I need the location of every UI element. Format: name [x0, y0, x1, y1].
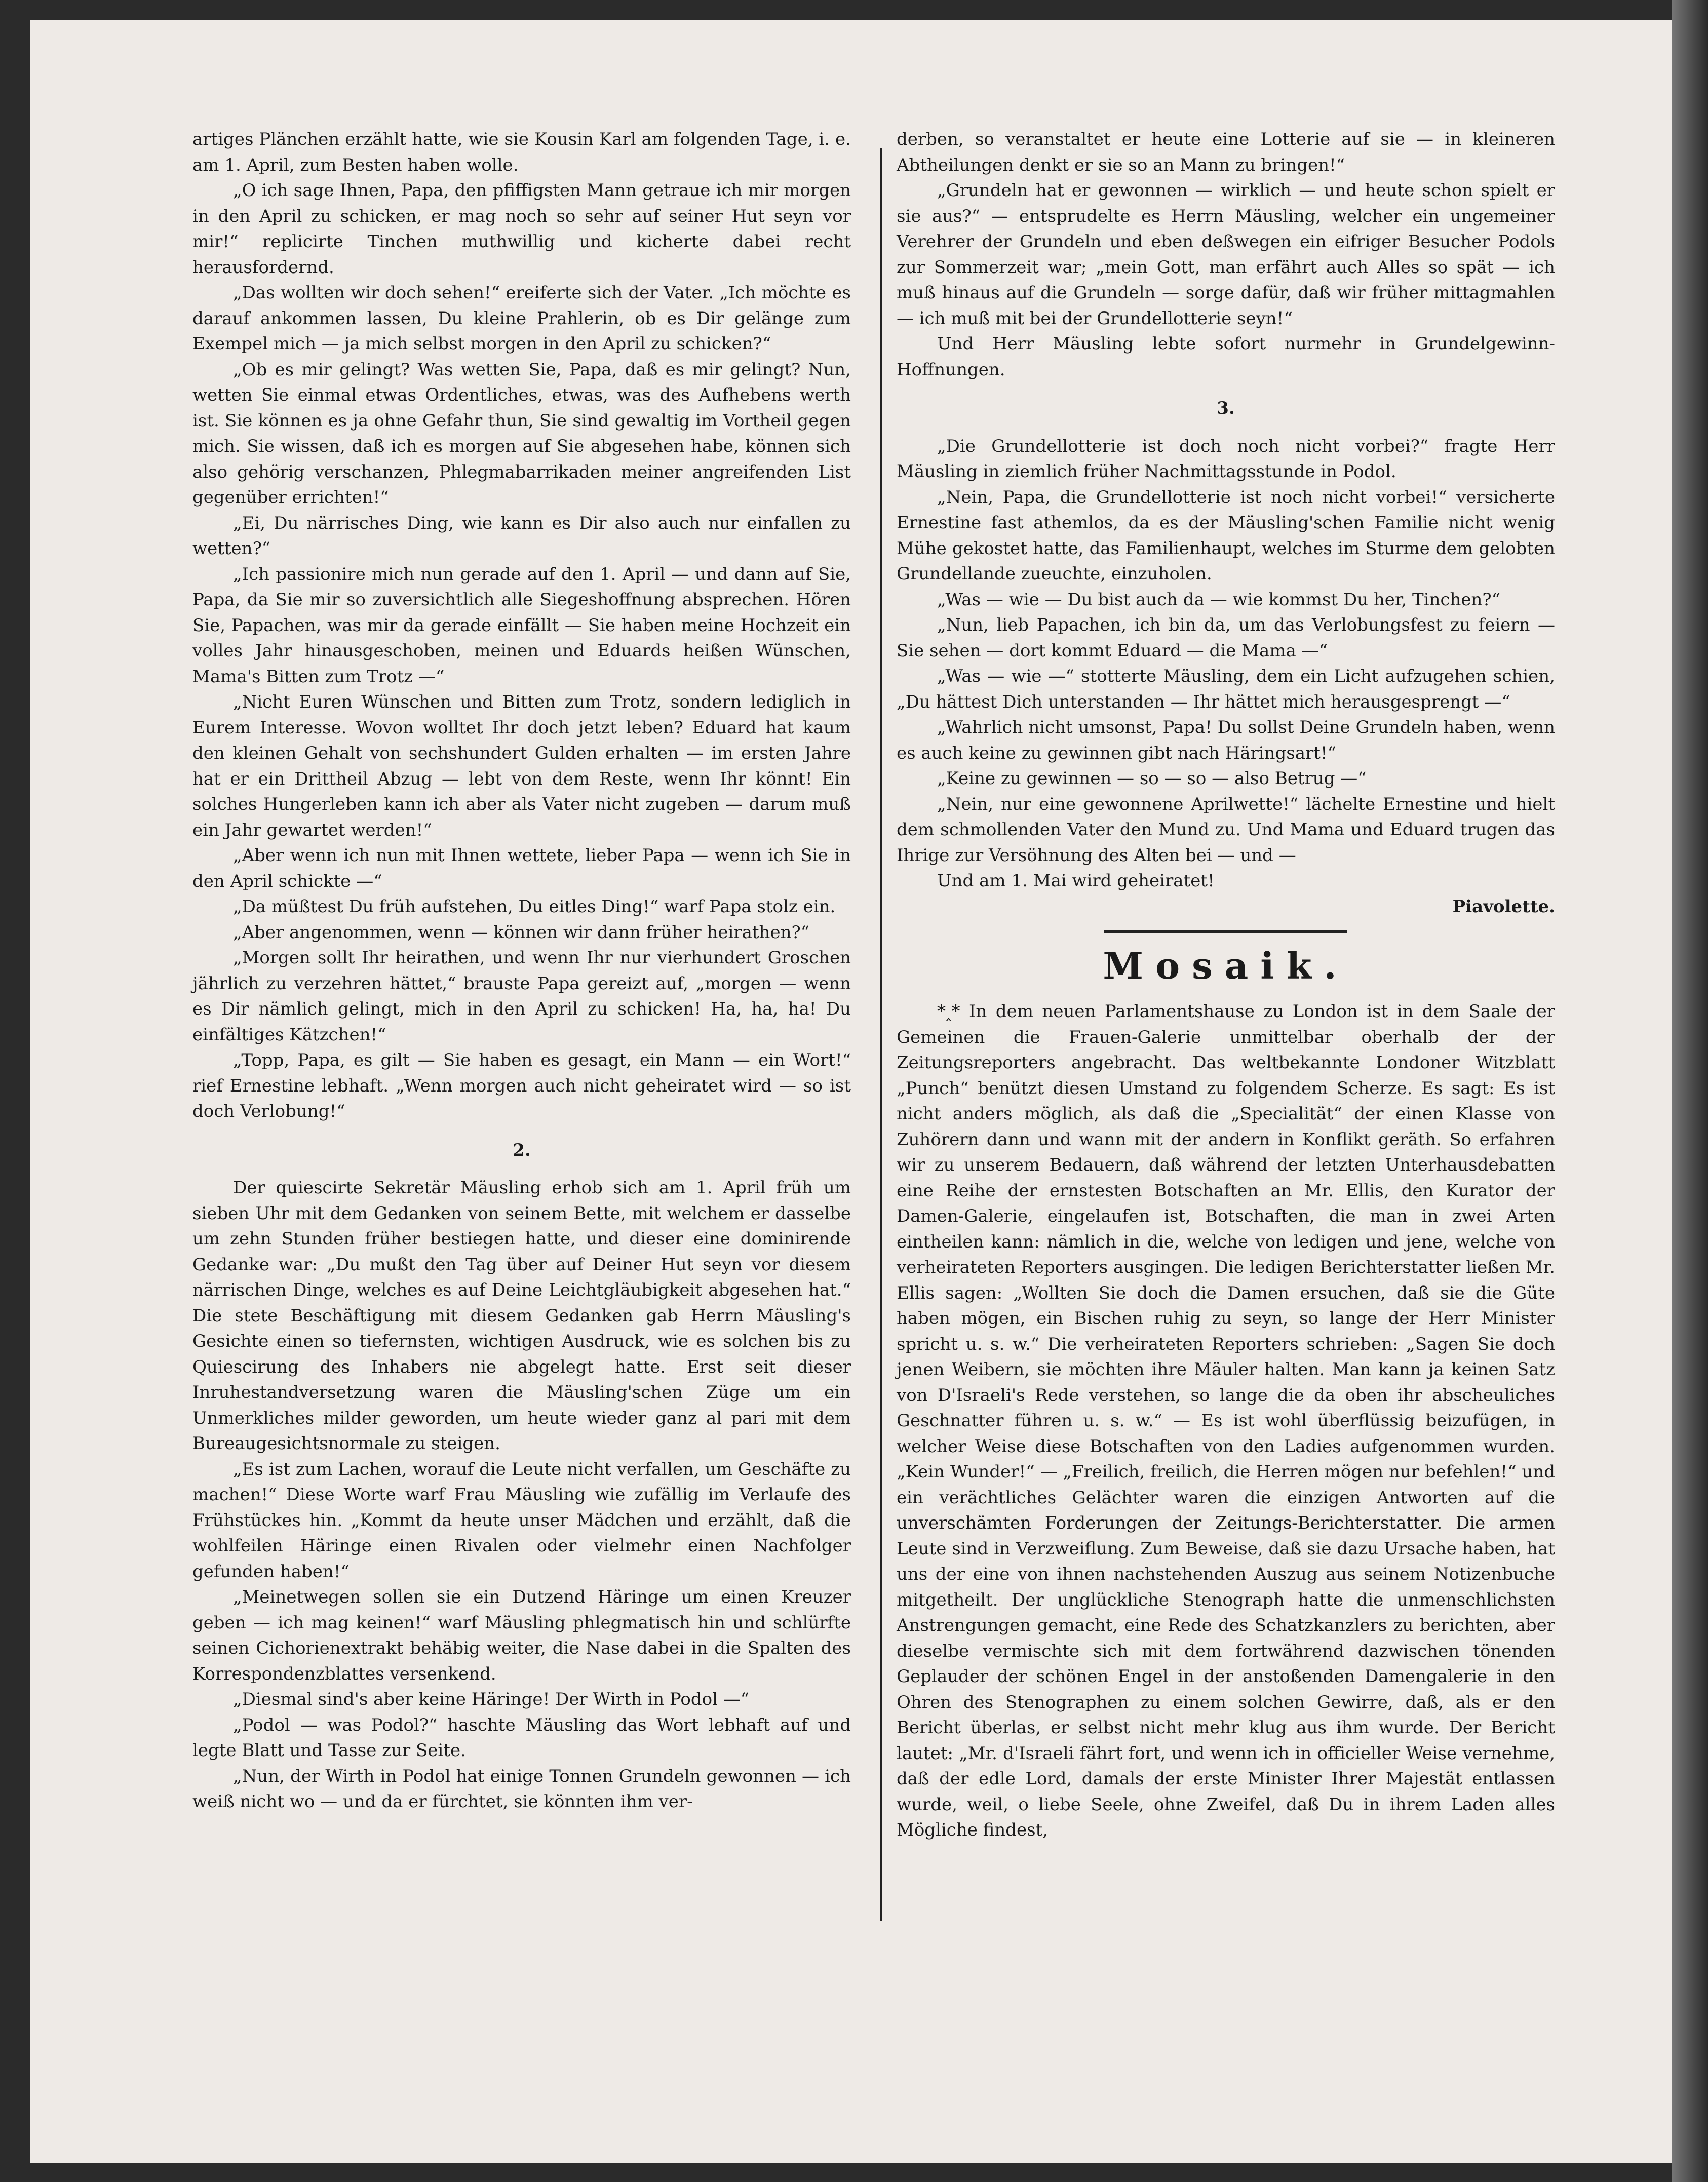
paragraph: artiges Plänchen erzählt hatte, wie sie Kousin Karl am folgenden Tage, i. e. am 1. April, zum Besten haben wolle.: [192, 129, 851, 175]
paragraph: „Nein, nur eine gewonnene Aprilwette!“ lächelte Ernestine und hielt dem schmollenden Vater den Mund zu. Und Mama und Eduard trugen das Ihrige zur Versöhnung des Alten bei — und —: [897, 794, 1555, 866]
paragraph: „Es ist zum Lachen, worauf die Leute nicht verfallen, um Geschäfte zu machen!“ Diese Worte warf Frau Mäusling wie zufällig im Verlaufe des Frühstückes hin. „Kommt da heute unser Mädchen und erzählt, daß die wohlfeilen Häringe einen Rivalen oder vielmehr einen Nachfolger gefunden haben!“: [192, 1459, 851, 1582]
paragraph: „Podol — was Podol?“ haschte Mäusling das Wort lebhaft auf und legte Blatt und Tasse zur Seite.: [192, 1715, 851, 1761]
paragraph: *‸* In dem neuen Parlamentshause zu London ist in dem Saale der Gemeinen die Frauen-Galerie unmittelbar oberhalb der der Zeitungsreporters angebracht. Das weltbekannte Londoner Witzblatt „Punch“ benützt diesen Umstand zu folgendem Scherze. Es sagt: Es ist nicht anders möglich, als daß die „Specialität“ der einen Klasse von Zuhörern dann und wann mit der andern in Konflikt geräth. So erfahren wir zu unserem Bedauern, daß während der letzten Unterhausdebatten eine Reihe der ernstesten Botschaften an Mr. Ellis, den Kurator der Damen-Galerie, eingelaufen ist, Botschaften, die man in zwei Arten eintheilen kann: nämlich in die, welche von ledigen und jene, welche von verheirateten Reporters ausgingen. Die ledigen Berichterstatter ließen Mr. Ellis sagen: „Wollten Sie doch die Damen ersuchen, daß sie die Güte haben mögen, ein Bischen ruhig zu seyn, so lange der Herr Minister spricht u. s. w.“ Die verheirateten Reporters schrieben: „Sagen Sie doch jenen Weibern, sie möchten ihre Mäuler halten. Man kann ja keinen Satz von D'Israeli's Rede verstehen, so lange die da oben ihr abscheuliches Geschnatter führen u. s. w.“ — Es ist wohl überflüssig beizufügen, in welcher Weise diese Botschaften von den Ladies aufgenommen wurden. „Kein Wunder!“ — „Freilich, freilich, die Herren mögen nur befehlen!“ und ein verächtliches Gelächter waren die einzigen Antworten auf die unverschämten Forderungen der Zeitungs-Berichterstatter. Die armen Leute sind in Verzweiflung. Zum Beweise, daß sie dazu Ursache haben, hat uns der eine von ihnen nachstehenden Auszug aus seinem Notizenbuche mitgetheilt. Der unglückliche Stenograph hatte die unmenschlichsten Anstrengungen gemacht, eine Rede des Schatzkanzlers zu berichten, aber dieselbe vermischte sich mit dem fortwährend dazwischen tönenden Geplauder der schönen Engel in der anstoßenden Damengalerie in den Ohren des Stenographen zu einem solchen Gewirre, daß, als er den Bericht überlas, er selbst nicht mehr klug aus ihm wurde. Der Bericht lautet: „Mr. d'Israeli fährt fort, und wenn ich in officieller Weise vernehme, daß der edle Lord, damals der erste Minister Ihrer Majestät entlassen wurde, weil, o liebe Seele, ohne Zweifel, daß Du in ihrem Laden alles Mögliche findest,: [897, 1001, 1555, 1840]
paragraph: „O ich sage Ihnen, Papa, den pfiffigsten Mann getraue ich mir morgen in den April zu schicken, er mag noch so sehr auf seiner Hut seyn vor mir!“ replicirte Tinchen muthwillig und kicherte dabei recht herausfordernd.: [192, 180, 851, 278]
paragraph: „Meinetwegen sollen sie ein Dutzend Häringe um einen Kreuzer geben — ich mag keinen!“ warf Mäusling phlegmatisch hin und schlürfte seinen Cichorienextrakt behäbig weiter, die Nase dabei in die Spalten des Korrespondenzblattes versenkend.: [192, 1587, 851, 1684]
paragraph: „Ei, Du närrisches Ding, wie kann es Dir also auch nur einfallen zu wetten?“: [192, 513, 851, 559]
paragraph: „Nein, Papa, die Grundellotterie ist noch nicht vorbei!“ versicherte Ernestine fast athemlos, da es der Mäusling'schen Familie nicht wenig Mühe gekostet hatte, das Familienhaupt, welches im Sturme dem gelobten Grundellande zueuchte, einzuholen.: [897, 487, 1555, 584]
paragraph: „Nun, lieb Papachen, ich bin da, um das Verlobungsfest zu feiern — Sie sehen — dort kommt Eduard — die Mama —“: [897, 615, 1555, 661]
paragraph: „Das wollten wir doch sehen!“ ereiferte sich der Vater. „Ich möchte es darauf ankommen lassen, Du kleine Prahlerin, ob es Dir gelänge zum Exempel mich — ja mich selbst morgen in den April zu schicken?“: [192, 283, 851, 354]
left-column: [192, 127, 851, 1815]
paragraph: „Grundeln hat er gewonnen — wirklich — und heute schon spielt er sie aus?“ — entsprudelte es Herrn Mäusling, welcher ein ungemeiner Verehrer der Grundeln und eben deßwegen ein eifriger Besucher Podols zur Sommerzeit war; „mein Gott, man erfährt auch Alles so spät — ich muß hinaus auf die Grundeln — sorge dafür, daß wir früher mittagmahlen — ich muß mit bei der Grundellotterie seyn!“: [897, 180, 1555, 329]
paragraph: „Wahrlich nicht umsonst, Papa! Du sollst Deine Grundeln haben, wenn es auch keine zu gewinnen gibt nach Häringsart!“: [897, 717, 1555, 763]
column-divider: [880, 148, 882, 1921]
paragraph: „Keine zu gewinnen — so — so — also Betrug —“: [937, 768, 1367, 789]
paragraph: Und am 1. Mai wird geheiratet!: [937, 871, 1215, 891]
right-column: [897, 127, 1555, 1843]
author-signature: Piavolette.: [1452, 896, 1555, 917]
paragraph: „Nicht Euren Wünschen und Bitten zum Trotz, sondern lediglich in Eurem Interesse. Wovon wolltet Ihr doch jetzt leben? Eduard hat kaum den kleinen Gehalt von sechshundert Gulden erhalten — im ersten Jahre hat er ein Drittheil Abzug — lebt von dem Reste, wenn Ihr könnt! Ein solches Hungerleben kann ich aber als Vater nicht zugeben — darum muß ein Jahr gewartet werden!“: [192, 692, 851, 840]
paragraph: Und Herr Mäusling lebte sofort nurmehr in Grundelgewinn-Hoffnungen.: [897, 334, 1555, 380]
page-edge-shadow: [1672, 0, 1708, 2182]
paragraph: „Was — wie —“ stotterte Mäusling, dem ein Licht aufzugehen schien, „Du hättest Dich unterstanden — Ihr hättet mich herausgesprengt —“: [897, 666, 1555, 712]
paragraph: „Nun, der Wirth in Podol hat einige Tonnen Grundeln gewonnen — ich weiß nicht wo — und da er fürchtet, sie könnten ihm ver-: [192, 1766, 851, 1812]
paragraph: „Topp, Papa, es gilt — Sie haben es gesagt, ein Mann — ein Wort!“ rief Ernestine lebhaft. „Wenn morgen auch nicht geheiratet wird — so ist doch Verlobung!“: [192, 1050, 851, 1121]
paragraph: „Was — wie — Du bist auch da — wie kommst Du her, Tinchen?“: [937, 589, 1501, 610]
section-number-2: 2.: [513, 1140, 531, 1160]
paragraph: Der quiescirte Sekretär Mäusling erhob sich am 1. April früh um sieben Uhr mit dem Gedanken von seinem Bette, mit welchem er dasselbe um zehn Stunden früher bestiegen hatte, und dieser eine dominirende Gedanke war: „Du mußt den Tag über auf Deiner Hut seyn vor diesem närrischen Dinge, welches es auf Deine Leichtgläubigkeit abgesehen hat.“ Die stete Beschäftigung mit diesem Gedanken gab Herrn Mäusling's Gesichte einen so tiefernsten, wichtigen Ausdruck, wie es solchen bis zu Quiescirung des Inhabers nie abgelegt hatte. Erst seit dieser Inruhestandversetzung waren die Mäusling'schen Züge um ein Unmerkliches milder geworden, um heute wieder ganz al pari mit dem Bureaugesichtsnormale zu steigen.: [192, 1178, 851, 1454]
paragraph: „Aber angenommen, wenn — können wir dann früher heirathen?“: [233, 922, 810, 943]
paragraph: „Aber wenn ich nun mit Ihnen wettete, lieber Papa — wenn ich Sie in den April schickte —“: [192, 845, 851, 891]
paragraph: „Diesmal sind's aber keine Häringe! Der Wirth in Podol —“: [233, 1689, 750, 1709]
paragraph: derben, so veranstaltet er heute eine Lotterie auf sie — in kleineren Abtheilungen denkt er sie so an Mann zu bringen!“: [897, 129, 1555, 175]
mosaik-heading: Mosaik.: [1103, 944, 1349, 987]
paragraph: „Ob es mir gelingt? Was wetten Sie, Papa, daß es mir gelingt? Nun, wetten Sie einmal etwas Ordentliches, etwas, was des Aufhebens werth ist. Sie können es ja ohne Gefahr thun, Sie sind gewaltig im Vortheil gegen mich. Sie wissen, daß ich es morgen auf Sie abgesehen habe, können sich also gehörig verschanzen, Phlegmabarrikaden meiner angreifenden List gegenüber errichten!“: [192, 359, 851, 508]
paragraph: „Die Grundellotterie ist doch noch nicht vorbei?“ fragte Herr Mäusling in ziemlich früher Nachmittagsstunde in Podol.: [897, 436, 1555, 482]
section-number-3: 3.: [1217, 398, 1235, 418]
paragraph: „Morgen sollt Ihr heirathen, und wenn Ihr nur vierhundert Groschen jährlich zu verzehren hättet,“ brauste Papa gereizt auf, „morgen — wenn es Dir nämlich gelingt, mich in den April zu schicken! Ha, ha, ha! Du einfältiges Kätzchen!“: [192, 948, 851, 1045]
paragraph: „Da müßtest Du früh aufstehen, Du eitles Ding!“ warf Papa stolz ein.: [233, 897, 836, 917]
paragraph: „Ich passionire mich nun gerade auf den 1. April — und dann auf Sie, Papa, da Sie mir so zuversichtlich alle Siegeshoffnung absprechen. Hören Sie, Papachen, was mir da gerade einfällt — Sie haben meine Hochzeit ein volles Jahr hinausgeschoben, meinen und Eduards heißen Wünschen, Mama's Bitten zum Trotz —“: [192, 564, 851, 687]
section-rule: [1104, 930, 1347, 933]
